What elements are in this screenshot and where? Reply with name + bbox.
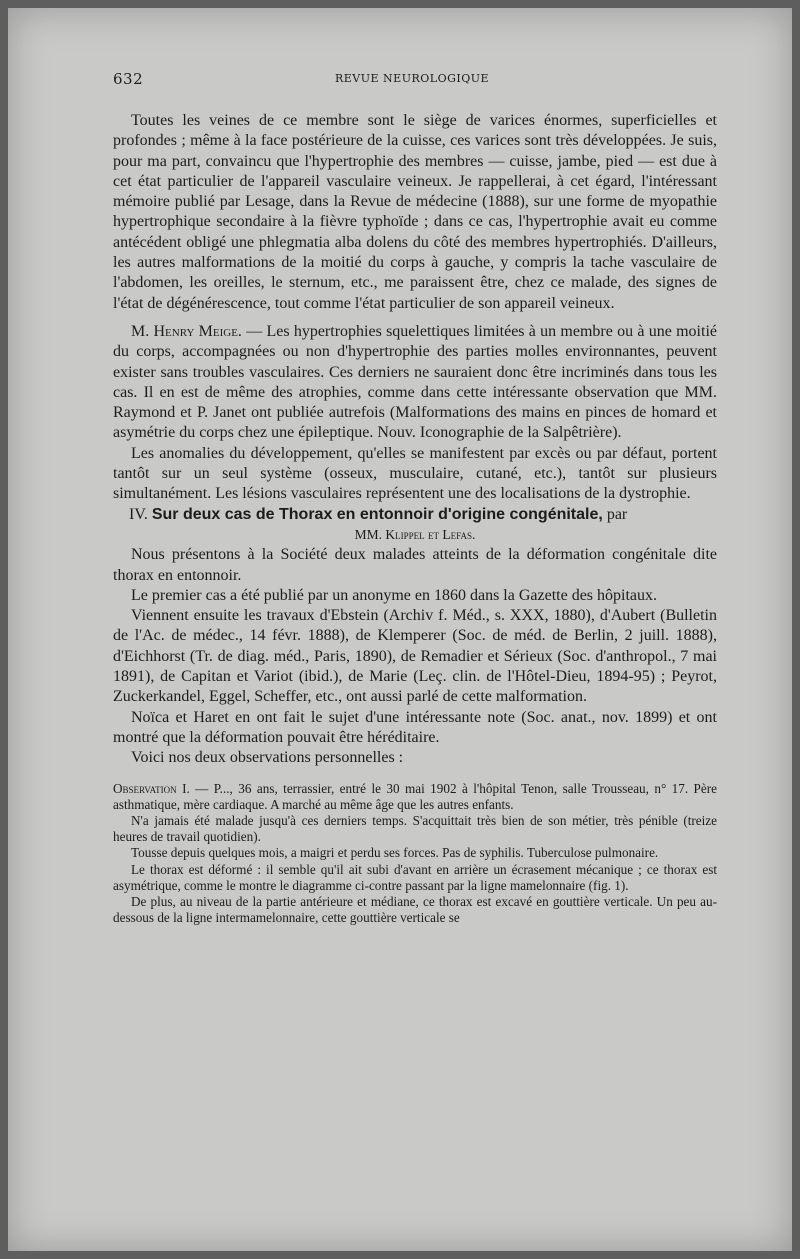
observation-gutter: De plus, au niveau de la partie antérieure et médiane, ce thorax est excavé en gouttière verticale. Un peu au-dessous de la ligne intermamelonnaire, cette gouttière verticale se [113, 893, 717, 926]
paragraph-intro: Nous présentons à la Société deux malades atteints de la déformation congénitale dite thorax en entonnoir. [113, 546, 717, 584]
observation-history: N'a jamais été malade jusqu'à ces derniers temps. S'acquittait très bien de son métier, très pénible (treize heures de travail quotidien). [113, 812, 717, 845]
page-number: 632 [113, 70, 144, 88]
section-authors: MM. Klippel et Lefas. [354, 526, 476, 542]
paragraph-gap [113, 314, 717, 322]
observation-symptoms: Tousse depuis quelques mois, a maigri et perdu ses forces. Pas de syphilis. Tuberculose pulmonaire. [131, 845, 659, 861]
paragraph-first-case: Le premier cas a été publié par un anonyme en 1860 dans la Gazette des hôpitaux. [131, 586, 658, 604]
paragraph-heredity: Noïca et Haret en ont fait le sujet d'une intéressante note (Soc. anat., nov. 1899) et ont montré que la déformation pouvait être héréditaire. [113, 708, 717, 746]
paragraph-observations-intro: Voici nos deux observations personnelles : [131, 749, 404, 767]
observation-thorax: Le thorax est déformé : il semble qu'il ait subi d'avant en arrière un écrasement mécanique ; ce thorax est asymétrique, comme le montre le diagramme ci-contre passant par la ligne mamelonnaire (fig. 1). [113, 861, 717, 893]
page-header [113, 70, 713, 92]
book-page [8, 8, 792, 1251]
speaker-name: M. Henry Meige. [131, 322, 242, 340]
section-number: IV. [129, 505, 148, 523]
paragraph-literature: Viennent ensuite les travaux d'Ebstein (Archiv f. Méd., s. XXX, 1880), d'Aubert (Bulletin de l'Ac. de médec., 14 févr. 1888), de Klemperer (Soc. de méd. de Berlin, 2 juill. 1888), d'Eichhorst (Tr. de diag. méd., Paris, 1890), de Remadier et Sérieux (Soc. d'anthropol., 7 mai 1891), de Capitan et Variot (ibid.), de Marie (Leç. clin. de l'Hôtel-Dieu, 1894-95) ; Peyrot, Zuckerkandel, Eggel, Scheffer, etc., ont aussi parlé de cette malformation. [113, 607, 717, 706]
observation-intro [113, 781, 717, 813]
paragraph-anomalies: Les anomalies du développement, qu'elles se manifestent par excès ou par défaut, portent tantôt sur un seul système (osseux, musculaire, cutané, etc.), tantôt sur plusieurs simultanément. Les lésions vasculaires représentent une des localisations de la dystrophie. [113, 444, 717, 503]
section-by: par [602, 505, 628, 523]
observation-text: — P..., 36 ans, terrassier, entré le 30 mai 1902 à l'hôpital Tenon, salle Trousseau, n° 17. Père asthmatique, mère cardiaque. A marché au même âge que les autres enfants. [113, 780, 717, 812]
observation-block [113, 781, 717, 927]
section-heading [113, 505, 717, 525]
paragraph-meige [113, 322, 717, 444]
observation-label: Observation I. [113, 780, 190, 796]
running-title: REVUE NEUROLOGIQUE [335, 72, 490, 85]
section-title: Sur deux cas de Thorax en entonnoir d'origine congénitale, [151, 505, 603, 523]
meige-remark: — Les hypertrophies squelettiques limitées à un membre ou à une moitié du corps, accompagnées ou non d'hypertrophie des parties molles environnantes, peuvent exister sans troubles vasculaires. Ces derniers ne sauraient donc être incriminés dans tous les cas. Il en est de même des atrophies, comme dans cette intéressante observation que MM. Raymond et P. Janet ont publiée autrefois (Malformations des mains en pinces de homard et asymétrie du corps chez une épileptique. Nouv. Iconographie de la Salpêtrière). [113, 322, 717, 442]
paragraph-varices: Toutes les veines de ce membre sont le siège de varices énormes, superficielles et profondes ; même à la face postérieure de la cuisse, ces varices sont très développées. Je suis, pour ma part, convaincu que l'hypertrophie des membres — cuisse, jambe, pied — est due à cet état particulier de l'appareil vasculaire veineux. Je rappellerai, à cet égard, l'intéressant mémoire publié par Lesage, dans la Revue de médecine (1888), sur une forme de myopathie hypertrophique secondaire à la fièvre typhoïde ; dans ce cas, l'hypertrophie avait eu comme antécédent obligé une phlegmatia alba dolens du côté des membres hypertrophiés. D'ailleurs, les autres malformations de la moitié du corps à gauche, y compris la tache vasculaire de l'abdomen, les oreilles, le sternum, etc., me paraissent être, chez ce malade, des signes de l'état de dégénérescence, tout comme l'état particulier de son appareil veineux. [113, 112, 717, 312]
body-text [113, 111, 717, 926]
